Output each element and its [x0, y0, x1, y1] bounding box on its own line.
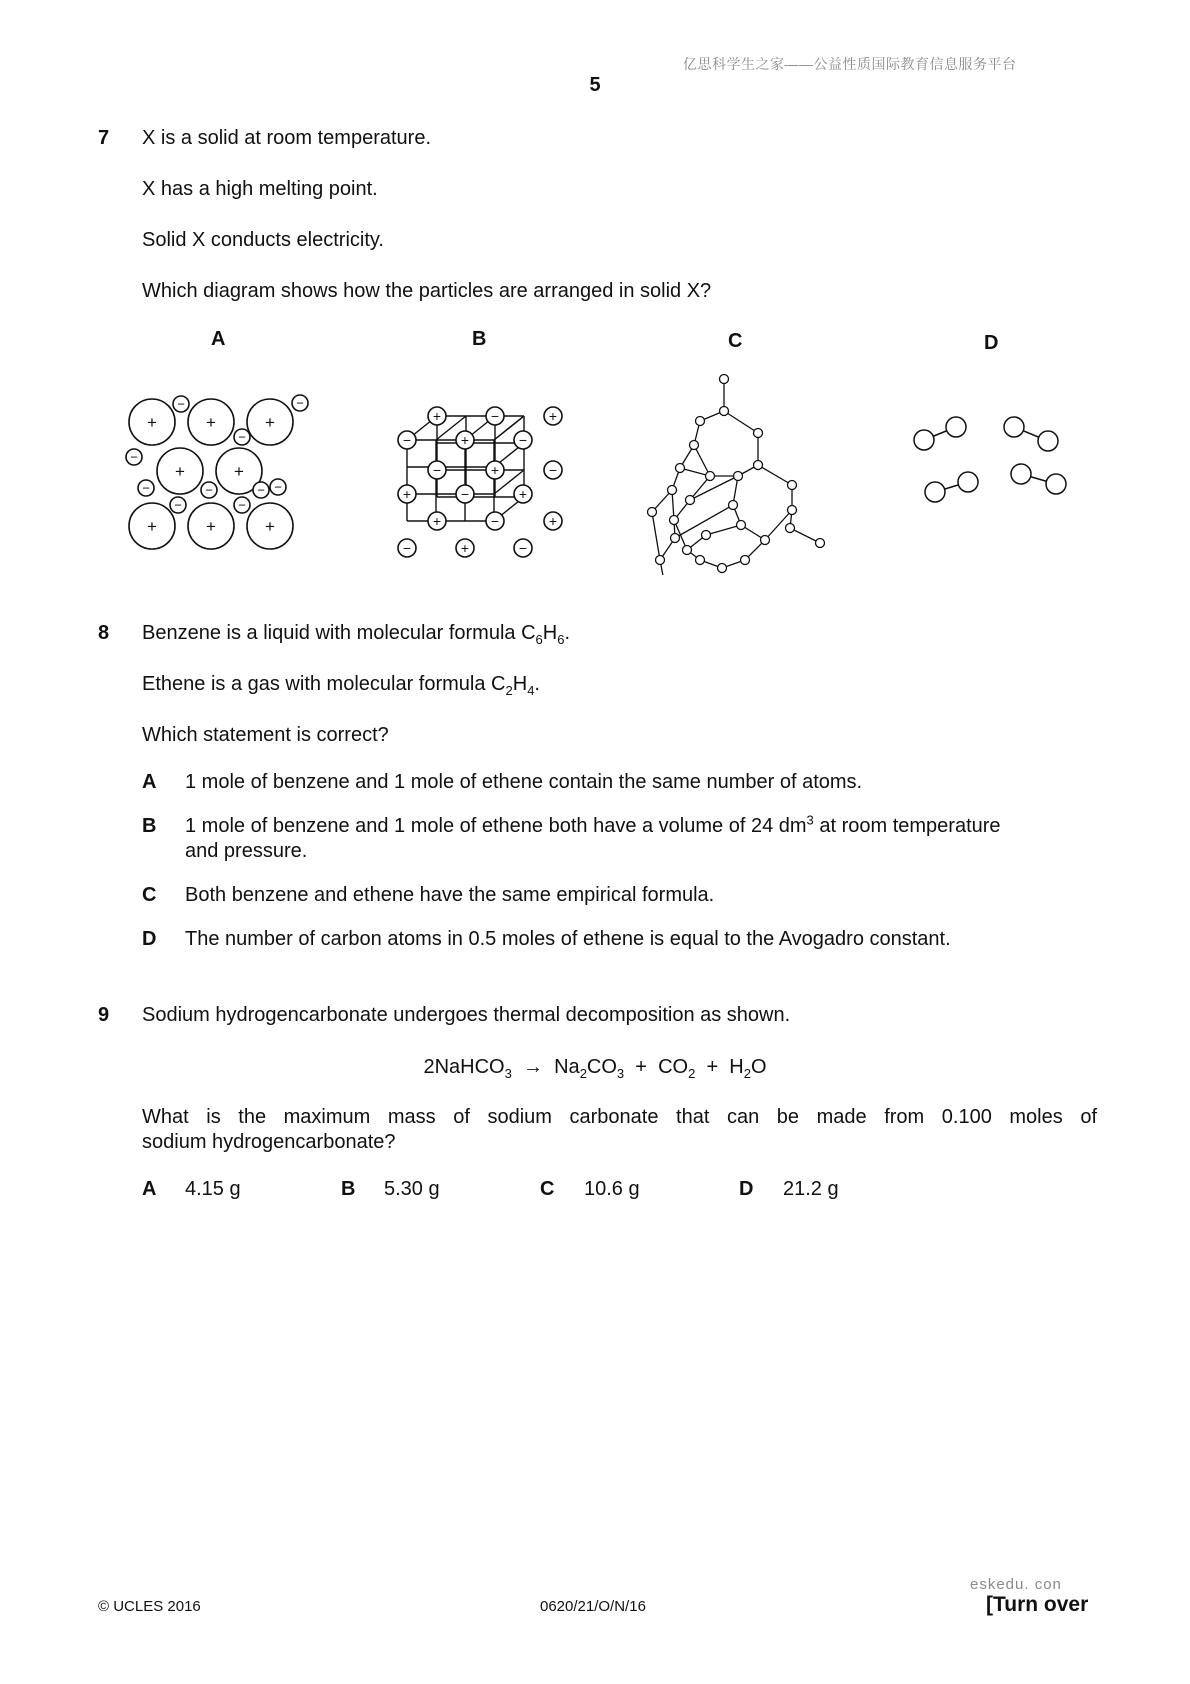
q8-option-a-text: 1 mole of benzene and 1 mole of ethene contain the same number of atoms. [185, 771, 863, 793]
q9-question-line2: sodium hydrogencarbonate? [142, 1131, 396, 1153]
svg-text:+: + [265, 517, 275, 537]
svg-text:+: + [147, 413, 157, 433]
covalent-bond [694, 445, 710, 476]
positive-ion [247, 399, 293, 445]
q8-benzene-line: Benzene is a liquid with molecular formula $C_6H_6$. [142, 622, 570, 647]
atom [729, 501, 738, 510]
diagram-label-c: C [728, 330, 743, 352]
positive-ion [514, 485, 532, 503]
electron [138, 480, 154, 496]
svg-text:+: + [147, 517, 157, 537]
q8-option-c-letter[interactable]: C [142, 884, 157, 906]
svg-text:+: + [206, 413, 216, 433]
atom [671, 534, 680, 543]
svg-text:−: − [460, 486, 470, 503]
atom [690, 441, 699, 450]
q7-line-2: X has a high melting point. [142, 178, 378, 200]
svg-text:−: − [177, 396, 185, 412]
diagram-c [635, 370, 840, 575]
svg-text:−: − [174, 497, 182, 513]
svg-text:−: − [518, 540, 528, 557]
negative-ion [486, 407, 504, 425]
watermark-header: 亿思科学生之家——公益性质国际教育信息服务平台 [683, 56, 1017, 72]
q8-option-a-letter[interactable]: A [142, 771, 157, 793]
svg-text:−: − [402, 432, 412, 449]
atom [683, 546, 692, 555]
svg-text:+: + [265, 413, 275, 433]
diagram-b [395, 400, 575, 560]
q9-option-c-value: 10.6 g [584, 1178, 640, 1200]
q7-line-3: Solid X conducts electricity. [142, 229, 384, 251]
q9-option-b-value: 5.30 g [384, 1178, 440, 1200]
atom [788, 481, 797, 490]
svg-text:−: − [130, 449, 138, 465]
svg-text:−: − [296, 395, 304, 411]
electron [253, 482, 269, 498]
svg-text:−: − [432, 462, 442, 479]
diagram-label-a: A [211, 328, 226, 350]
negative-ion [544, 461, 562, 479]
positive-ion [157, 448, 203, 494]
diagram-d [910, 410, 1075, 510]
electron [234, 497, 250, 513]
atom [1046, 474, 1066, 494]
question-7-number: 7 [98, 127, 110, 149]
q9-option-b-letter[interactable]: B [341, 1178, 356, 1200]
svg-text:−: − [548, 462, 558, 479]
q7-line-1: X is a solid at room temperature. [142, 127, 432, 149]
diagram-label-b: B [472, 328, 487, 350]
atom [706, 472, 715, 481]
svg-text:+: + [490, 462, 500, 479]
atom [696, 417, 705, 426]
covalent-bond [706, 525, 741, 535]
svg-text:−: − [274, 479, 282, 495]
atom [1004, 417, 1024, 437]
svg-text:−: − [142, 480, 150, 496]
molecule [925, 472, 978, 502]
svg-text:−: − [238, 429, 246, 445]
atom [702, 531, 711, 540]
q8-question: Which statement is correct? [142, 724, 389, 746]
svg-text:+: + [432, 408, 442, 425]
positive-ion [428, 512, 446, 530]
q7-question: Which diagram shows how the particles are arranged in solid X? [142, 280, 712, 302]
atom [648, 508, 657, 517]
covalent-bond [652, 512, 660, 560]
electron [170, 497, 186, 513]
atom [741, 556, 750, 565]
atom [720, 375, 729, 384]
svg-text:+: + [402, 486, 412, 503]
positive-ion [486, 461, 504, 479]
negative-ion [398, 539, 416, 557]
atom [696, 556, 705, 565]
molecule [1011, 464, 1066, 494]
page-number: 5 [589, 74, 601, 96]
electron [292, 395, 308, 411]
q8-option-d-text: The number of carbon atoms in 0.5 moles of ethene is equal to the Avogadro constant. [185, 928, 951, 950]
electron [201, 482, 217, 498]
atom [788, 506, 797, 515]
atom [676, 464, 685, 473]
electron [234, 429, 250, 445]
q9-equation: 2NaHCO$_3$ → $Na_2CO_3 + CO_2 + H_2O$ [423, 1056, 767, 1081]
negative-ion [428, 461, 446, 479]
atom [958, 472, 978, 492]
electron [126, 449, 142, 465]
atom [816, 539, 825, 548]
svg-text:+: + [548, 513, 558, 530]
q9-question-line1: What is the maximum mass of sodium carbonate that can be made from 0.100 moles of [142, 1106, 1097, 1128]
atom [925, 482, 945, 502]
molecule [914, 417, 966, 450]
diagram-label-d: D [984, 332, 999, 354]
atom [786, 524, 795, 533]
q9-option-c-letter[interactable]: C [540, 1178, 555, 1200]
atom [754, 461, 763, 470]
positive-ion [544, 407, 562, 425]
positive-ion [129, 503, 175, 549]
svg-text:−: − [402, 540, 412, 557]
atom [720, 407, 729, 416]
positive-ion [398, 485, 416, 503]
positive-ion [544, 512, 562, 530]
q8-option-d-letter[interactable]: D [142, 928, 157, 950]
atom [734, 472, 743, 481]
negative-ion [514, 539, 532, 557]
covalent-bond [758, 465, 792, 485]
svg-text:+: + [234, 462, 244, 482]
question-9-number: 9 [98, 1004, 110, 1026]
svg-text:−: − [490, 408, 500, 425]
q9-option-d-letter[interactable]: D [739, 1178, 754, 1200]
molecule [1004, 417, 1058, 451]
atom [656, 556, 665, 565]
svg-text:+: + [432, 513, 442, 530]
atom [946, 417, 966, 437]
covalent-bond [690, 476, 738, 500]
positive-ion [428, 407, 446, 425]
svg-text:−: − [257, 482, 265, 498]
electron [270, 479, 286, 495]
svg-text:−: − [238, 497, 246, 513]
svg-text:−: − [205, 482, 213, 498]
atom [670, 516, 679, 525]
turn-over: [Turn over [986, 1593, 1089, 1616]
q9-option-a-letter[interactable]: A [142, 1178, 157, 1200]
negative-ion [514, 431, 532, 449]
atom [914, 430, 934, 450]
q8-option-b-text-line2: and pressure. [185, 840, 308, 862]
negative-ion [486, 512, 504, 530]
svg-text:+: + [518, 486, 528, 503]
paper-code: 0620/21/O/N/16 [540, 1598, 646, 1615]
negative-ion [456, 485, 474, 503]
atom [1038, 431, 1058, 451]
q8-option-c-text: Both benzene and ethene have the same empirical formula. [185, 884, 715, 906]
watermark-footer: eskedu. con [970, 1576, 1062, 1593]
question-8-number: 8 [98, 622, 110, 644]
atom [754, 429, 763, 438]
positive-ion [188, 503, 234, 549]
positive-ion [129, 399, 175, 445]
atom [1011, 464, 1031, 484]
svg-text:+: + [460, 432, 470, 449]
covalent-bond [724, 411, 758, 433]
atom [718, 564, 727, 573]
diagram-a [120, 390, 330, 560]
q8-option-b-letter[interactable]: B [142, 815, 157, 837]
copyright: © UCLES 2016 [98, 1598, 201, 1615]
atom [737, 521, 746, 530]
atom [686, 496, 695, 505]
svg-text:+: + [548, 408, 558, 425]
positive-ion [456, 431, 474, 449]
atom [668, 486, 677, 495]
atom [761, 536, 770, 545]
svg-text:−: − [518, 432, 528, 449]
q9-option-d-value: 21.2 g [783, 1178, 839, 1200]
svg-text:+: + [175, 462, 185, 482]
positive-ion [247, 503, 293, 549]
q9-option-a-value: 4.15 g [185, 1178, 241, 1200]
svg-text:+: + [206, 517, 216, 537]
positive-ion [188, 399, 234, 445]
q9-intro: Sodium hydrogencarbonate undergoes thermal decomposition as shown. [142, 1004, 791, 1026]
svg-text:−: − [490, 513, 500, 530]
q8-option-b-text: 1 mole of benzene and 1 mole of ethene both have a volume of 24 $dm^3$ at room temperature [185, 812, 1001, 837]
negative-ion [398, 431, 416, 449]
positive-ion [456, 539, 474, 557]
electron [173, 396, 189, 412]
svg-text:+: + [460, 540, 470, 557]
q8-ethene-line: Ethene is a gas with molecular formula $C_2H_4$. [142, 673, 540, 698]
